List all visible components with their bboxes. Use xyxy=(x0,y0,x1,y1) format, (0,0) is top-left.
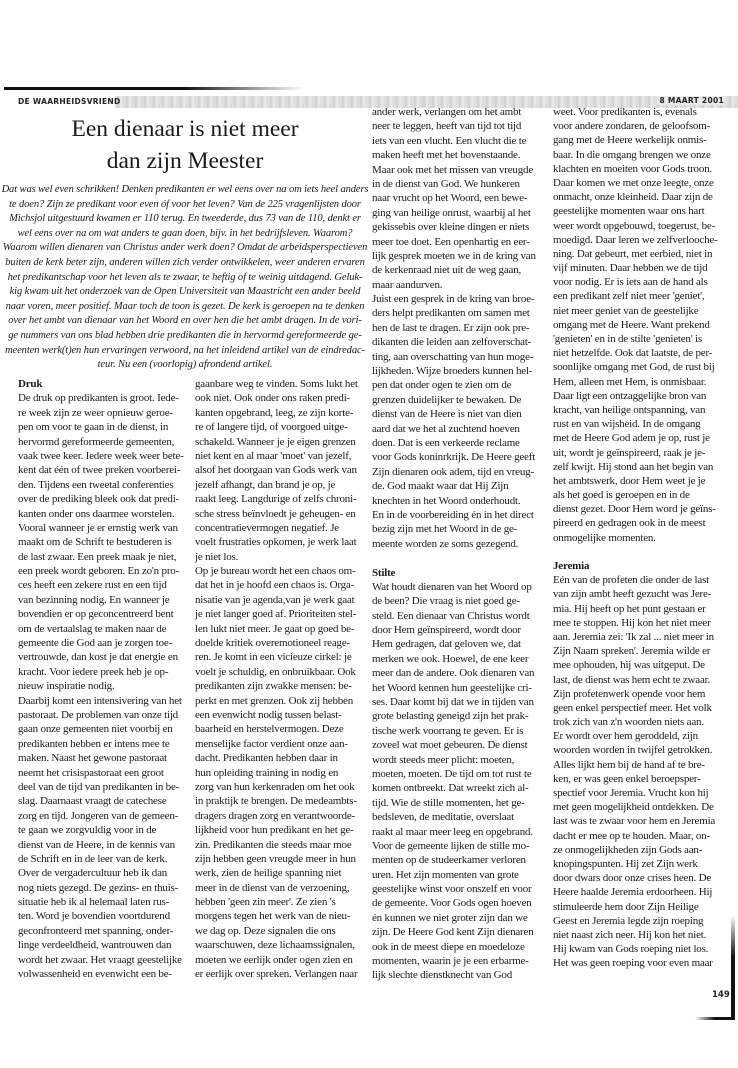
text-line: sche stress beïnvloedt je geheugen- en xyxy=(195,507,356,520)
section-heading: Druk xyxy=(18,378,43,390)
text-line: niet meer geniet van de geestelijke xyxy=(553,304,699,317)
text-line: grenzen duidelijker te bewaken. De xyxy=(372,393,522,406)
text-line: voor andere zondaren, de geloofsom- xyxy=(553,120,711,133)
text-line: dacht. Predikanten hebben daar in xyxy=(195,752,338,765)
text-line: Vooral wanneer je er ernstig werk van xyxy=(18,521,178,534)
text-line: knopingspunten. Hij zet Zijn werk xyxy=(553,857,698,870)
text-line: kracht, van heilige ontspanning, van xyxy=(553,403,706,416)
text-line: Zijn dienaren ook adem, tijd en vreug- xyxy=(372,465,534,478)
text-line: ook niet. Ook onder ons raken predi- xyxy=(195,392,351,405)
text-line: in de dienst van God. We hunkeren xyxy=(372,177,520,190)
text-line: baarheid en herstelvermogen. Deze xyxy=(195,723,344,736)
text-line: maken heeft met het bovenstaande. xyxy=(372,149,521,162)
text-line: Heere haalde Jeremia erdoorheen. Hij xyxy=(553,886,713,899)
text-line: re of langere tijd, of voorgoed uitge- xyxy=(195,421,348,434)
text-line: weer wordt opgebouwd, toegerust, be- xyxy=(553,219,716,232)
text-line: het Woord kennen hun geestelijke cri- xyxy=(372,681,532,694)
text-line: geconfronteerd met spanning, onder- xyxy=(18,924,174,937)
intro-line: naar voren, meer positief. Maar toch de toon is gezet. De kerk is geroepen na te denken xyxy=(5,300,365,312)
text-line: door dwars door onze crises heen. De xyxy=(553,872,712,885)
text-line: Wat houdt dienaren van het Woord op xyxy=(372,580,532,593)
text-line: moeten we eerlijk onder ogen zien en xyxy=(195,953,353,966)
text-line: Zijn profetenwerk opende voor hem xyxy=(553,687,706,700)
column-2 xyxy=(195,377,375,981)
text-line: van zijn ambt heeft gezucht was Jere- xyxy=(553,588,712,601)
column-3 xyxy=(372,105,552,983)
text-line: doen. Dat is een verkeerde reclame xyxy=(372,436,520,449)
text-line: Er wordt over hem geroddeld, zijn xyxy=(553,730,698,743)
text-line: komen ontbreekt. Dat wreekt zich al- xyxy=(372,782,529,795)
text-line: naar vrucht op het Woord, een bewe- xyxy=(372,192,528,205)
text-line: niet kent en al maar 'moet' van jezelf, xyxy=(195,449,352,462)
text-line: Hem gedragen, dat geloven we, dat xyxy=(372,638,521,651)
text-line: hun opleiding training in nodig en xyxy=(195,766,339,779)
text-line: waarschuwen, deze lichaamssignalen, xyxy=(195,939,355,952)
text-line: een evenwicht nodig tussen belast- xyxy=(195,708,342,721)
text-line: zelf kwijt. Hij stond aan het begin van xyxy=(553,460,714,473)
text-line: werk, zien de heilige spanning niet xyxy=(195,867,342,880)
text-line: nisatie van je agenda,van je werk gaat xyxy=(195,593,355,606)
text-line: mia. Hij heeft op het punt gestaan er xyxy=(553,602,706,615)
text-line: ten. Word je bovendien voortdurend xyxy=(18,910,170,923)
text-line: een preek wordt geboren. En zo'n pro- xyxy=(18,565,180,578)
article-intro xyxy=(0,183,370,373)
text-line: ken, er was geen enkel beroepsper- xyxy=(553,772,701,785)
text-line: Hij kwam van Gods roeping niet los. xyxy=(553,943,709,956)
intro-line: wel eens over na om wat anders te gaan doen, bijv. in het bedrijfsleven. Waarom? xyxy=(17,227,353,239)
issue-date: 8 MAART 2001 xyxy=(659,96,724,105)
text-line: neemt het crisispastoraat een groot xyxy=(18,766,164,779)
text-line: linge verdeeldheid, wantrouwen dan xyxy=(18,939,172,952)
text-line: last, de dienst was hem echt te zwaar. xyxy=(553,673,711,686)
text-line: slag. Daarnaast vraagt de catechese xyxy=(18,795,167,808)
text-line: Daarbij komt een intensivering van het xyxy=(18,694,182,707)
intro-line: Dat was wel even schrikken! Denken predikanten er wel eens over na om iets heel anders xyxy=(1,184,369,195)
text-line: nog niets gezegd. De gezins- en thuis- xyxy=(18,881,179,894)
text-line: neer te leggen, heeft van tijd tot tijd xyxy=(372,120,522,133)
text-line: gang met de Heere werkelijk onmis- xyxy=(553,134,707,147)
text-line: pen om voor te gaan in de dienst, in xyxy=(18,421,169,434)
page-corner-mark xyxy=(695,1017,735,1020)
text-line: Daar komen we met onze leegte, onze xyxy=(553,176,714,189)
text-line: meente worden ze soms gezegend. xyxy=(372,537,519,550)
text-line: dat het in je hoofd een chaos is. Orga- xyxy=(195,579,355,592)
text-line: uren. Het zijn momenten van grote xyxy=(372,868,519,881)
text-line: door Hem geïnspireerd, wordt door xyxy=(372,624,521,637)
text-line: En in de voorbereiding én in het direct xyxy=(372,508,534,521)
text-line: menten op de studeerkamer verloren xyxy=(372,854,526,867)
text-line: zijn hebben geen vreugde meer in hun xyxy=(195,852,356,865)
text-line: kanten opgebrand, leeg, ze zijn korte- xyxy=(195,406,354,419)
text-line: meer in de dienst van de verzoening, xyxy=(195,881,350,894)
text-line: trok zich van z'n woorden niets aan. xyxy=(553,716,704,729)
text-line: we dag op. Deze signalen die ons xyxy=(195,924,336,937)
text-line: vertrouwde, dan kost je dat energie en xyxy=(18,651,178,664)
text-line: concentratievermogen negatief. Je xyxy=(195,521,339,534)
title-line: dan zijn Meester xyxy=(106,148,264,174)
text-line: ging van heilige onrust, waarbij al het xyxy=(372,206,531,219)
text-line: predikanten hebben er intens mee te xyxy=(18,737,170,750)
text-line: tijd. Wie de stille momenten, het ge- xyxy=(372,796,525,809)
text-line: spectief voor Jeremia. Vrucht kon hij xyxy=(553,787,709,799)
text-line: Daar ligt een ontzaggelijke bron van xyxy=(553,389,707,402)
text-line: mee ophouden, hij was uitgeput. De xyxy=(553,659,705,672)
text-line: moedigd. Daar leren we zelfverlooche- xyxy=(553,233,718,246)
text-line: zorg van hun kerkenraden om het ook xyxy=(195,780,355,793)
text-line: knechten in het Woord onderhoudt. xyxy=(372,494,521,507)
intro-line: ge nummers van ons blad hebben drie predikanten die in hervormd gereformeerde ge- xyxy=(8,329,362,341)
text-line: maakt om de Schrift te bestuderen is xyxy=(18,536,172,549)
text-line: rust en van wijsheid. In de omgang xyxy=(553,418,701,431)
text-line: ook in de meest diepe en moedeloze xyxy=(372,940,525,953)
section-heading: Stilte xyxy=(372,566,396,579)
text-line: pen dat onder ogen te zien om de xyxy=(372,379,512,392)
text-line: aan. Jeremia zei: 'Ik zal ... niet meer in xyxy=(553,630,714,643)
text-line: ders helpt predikanten om samen met xyxy=(372,307,530,320)
text-line: ze onmogelijkheden zijn Gods aan- xyxy=(553,843,703,856)
text-line: raakt leeg. Langdurige of zelfs chroni- xyxy=(195,493,357,506)
text-line: maar aandurven. xyxy=(372,278,443,291)
text-line: zoveel wat moet gebeuren. De dienst xyxy=(372,739,528,752)
text-line: moeten, moeten. De tijd om tot rust te xyxy=(372,767,532,780)
text-line: nieuw inspiratie nodig. xyxy=(18,680,115,693)
text-line: hen de last te dragen. Er zijn ook pre- xyxy=(372,321,530,334)
text-line: geestelijke winst voor onszelf en voor xyxy=(372,883,532,896)
article-title xyxy=(0,113,370,177)
intro-line: meenten werk(t)en hun ervaringen verwoord, na het inleidend artikel van de eindredac- xyxy=(5,344,365,356)
text-line: bedsleven, de meditatie, overslaat xyxy=(372,811,514,824)
text-line: dikanten die leiden aan zelfoverschat- xyxy=(372,336,532,349)
page-number: 149 xyxy=(712,990,730,1000)
text-line: over de prediking bleek ook dat predi- xyxy=(18,493,180,506)
text-line: kent dat één of twee preken voorberei- xyxy=(18,464,181,477)
intro-line: het predikantschap voor het leven als te zwaar, te heftig of te weinig uitdagend. Geluk- xyxy=(7,271,363,283)
text-line: hebben 'geen zin meer'. Ze zien 's xyxy=(195,896,336,909)
text-line: predikanten zijn zwakke mensen: be- xyxy=(195,680,352,693)
text-line: dragers dragen zorg en verantwoorde- xyxy=(195,809,355,822)
text-line: geen enkel perspectief meer. Het volk xyxy=(553,701,712,714)
text-line: maken. Naast het gewone pastoraat xyxy=(18,752,167,765)
text-line: zorg en tijd. Jongeren van de gemeen- xyxy=(18,809,179,822)
text-line xyxy=(372,551,552,565)
column-4 xyxy=(553,105,733,970)
text-line: raakt al maar meer leeg en opgebrand. xyxy=(372,825,533,838)
text-line: het ambtswerk, door Hem weet je je xyxy=(553,474,706,487)
text-line: je niet los. xyxy=(195,550,239,563)
text-line: Zijn Naam spreken'. Jeremia wilde er xyxy=(553,645,711,658)
intro-line: teur. Nu een (voorlopig) afrondend artikel. xyxy=(97,359,273,371)
text-line: dienst gezet. Door Hem word je geïns- xyxy=(553,503,716,516)
section-heading: Jeremia xyxy=(553,560,590,572)
text-line: bovendien er op geconcentreerd bent xyxy=(18,608,174,621)
text-line: hervormd gereformeerde gemeenten, xyxy=(18,435,175,448)
intro-line: Michsjol uitgestuurd kwamen er 110 terug. En tweederde, dus 73 van de 110, denkt er xyxy=(9,213,361,225)
intro-line: Waarom willen dienaren van Christus ander werk doen? Omdat de arbeidsperspectieven xyxy=(2,242,368,254)
intro-line: over het ambt van dienaar van het Woord en over hen die het ambt dragen. In de vori- xyxy=(8,315,362,327)
text-line: tische werk voorrang te geven. Er is xyxy=(372,724,524,737)
text-line: zijn. De Heere God kent Zijn dienaren xyxy=(372,926,534,939)
page-corner-mark xyxy=(731,915,735,1020)
text-line: merken we ook. Hoewel, de ene keer xyxy=(372,652,529,665)
text-line: Maar ook met het missen van vreugde xyxy=(372,163,534,176)
column-1 xyxy=(18,377,198,981)
text-line: lijk slechte dienstknecht van God xyxy=(372,969,513,982)
text-line: Hem, alleen met Hem, is onmisbaar. xyxy=(553,375,707,388)
intro-line: buiten de kerk beter zijn, anderen willen zich verder ontwikkelen, weer anderen ervaren xyxy=(5,256,365,268)
text-line: uit, wordt je geïnspireerd, raak je je- xyxy=(553,446,706,459)
text-line: Het was geen roeping voor even maar xyxy=(553,957,713,970)
text-line: schakeld. Wanneer je je eigen grenzen xyxy=(195,435,356,448)
intro-line: te doen? Zijn ze predikant voor even óf voor het leven? Van de 225 vragenlijsten door xyxy=(9,198,361,210)
title-line: Een dienaar is niet meer xyxy=(71,116,299,142)
text-line: len lukt niet meer. Je gaat op goed be- xyxy=(195,622,355,635)
intro-line: kig kwam uit het onderzoek van de Open Universiteit van Maastricht een ander beeld xyxy=(9,286,361,298)
text-line: aard dat we het al zuchtend hoeven xyxy=(372,422,520,435)
text-line: de last zwaar. Een preek maak je niet, xyxy=(18,550,177,563)
text-line: grote belasting geneigd zijn het prak- xyxy=(372,710,529,723)
text-line: onmacht, onze kleinheid. Daar zijn de xyxy=(553,191,713,204)
text-line: onmogelijke momenten. xyxy=(553,531,656,544)
text-line: gemeente die God aan je zorgen toe- xyxy=(18,637,173,650)
text-line: gaanbare weg te vinden. Soms lukt het xyxy=(195,378,358,390)
text-line: ces heeft een zekere rust en een tijd xyxy=(18,579,167,592)
text-line: Geest en Jeremia legde zijn roeping xyxy=(553,914,704,927)
text-line: doelde kritiek overemotioneel reage- xyxy=(195,637,350,650)
text-line: dienst van de Heere, in de kennis van xyxy=(18,838,175,851)
text-line: dienst van de Heere is niet van dien xyxy=(372,408,522,421)
text-line: én kunnen we niet groter zijn dan we xyxy=(372,911,528,924)
text-line: vaak twee keer. Iedere week weer bete- xyxy=(18,449,184,462)
text-line: Juist een gesprek in de kring van broe- xyxy=(372,293,535,306)
text-line: den. Tijdens een tweetal conferenties xyxy=(18,478,174,491)
text-line: kracht. Voor iedere preek heb je op- xyxy=(18,665,169,678)
text-line: ander werk, verlangen om het ambt xyxy=(372,106,522,118)
text-line: gaan onze gemeenten niet voorbij en xyxy=(18,723,173,736)
text-line: een predikant zelf niet meer 'geniet', xyxy=(553,290,705,303)
text-line: bezig zijn met het Woord in de ge- xyxy=(372,523,518,536)
text-line: voelt frustraties opkomen, je werk laat xyxy=(195,536,357,549)
text-line: de kerkenraad niet uit de weg gaan, xyxy=(372,264,522,277)
text-line xyxy=(553,545,733,559)
text-line: ses. Daar komt bij dat we in tijden van xyxy=(372,696,534,709)
text-line: re week zijn ze weer opnieuw geroe- xyxy=(18,406,173,419)
text-line: lijkheden. Wijze broeders kunnen hel- xyxy=(372,365,533,378)
text-line: vijf minuten. Daar hebben we de tijd xyxy=(553,262,708,275)
text-line: wordt steeds meer plicht: moeten, xyxy=(372,753,515,766)
text-line: de been? Die vraag is niet goed ge- xyxy=(372,595,520,608)
text-line: voor Gods koninrkrijk. De Heere geeft xyxy=(372,451,536,464)
text-line: Voor de gemeente lijken de stille mo- xyxy=(372,839,530,852)
text-line: morgens tegen het werk van de nieu- xyxy=(195,910,351,923)
text-line: voelt je schuldig, en onbruikbaar. Ook xyxy=(195,665,356,678)
text-line: als het goed is geroepen en in de xyxy=(553,489,690,502)
text-line: voor nodig. Er is iets aan de hand als xyxy=(553,276,708,289)
text-line: klachten en moeiten voor Gods troon. xyxy=(553,162,712,175)
text-line: De druk op predikanten is groot. Iede- xyxy=(18,392,179,405)
text-line: meer toe doet. Een openhartig en eer- xyxy=(372,235,530,248)
text-line: ning. Dat gebeurt, met eerbied, niet in xyxy=(553,247,713,260)
text-line: Op je bureau wordt het een chaos om- xyxy=(195,565,356,578)
text-line: situatie heb ik al helemaal laten rus- xyxy=(18,896,170,909)
text-line: gekissebis over kleine dingen er niets xyxy=(372,221,530,234)
text-line: mee te stoppen. Hij kon het niet meer xyxy=(553,616,711,629)
text-line: pireerd en gedragen ook in de meest xyxy=(553,517,706,530)
text-line: stimuleerde hem door Zijn Heilige xyxy=(553,900,699,913)
text-line: alsof het doorgaan van Gods werk van xyxy=(195,464,357,477)
text-line: wordt het zwaar. Het vraagt geestelijke xyxy=(18,953,182,966)
text-line: weet. Voor predikanten is, evenals xyxy=(553,106,697,118)
text-line: baar. In die omgang brengen we onze xyxy=(553,148,711,161)
text-line: geestelijke momenten waar ons hart xyxy=(553,205,705,218)
text-line: met de Heere God adem je op, rust je xyxy=(553,432,710,445)
text-line: omgang met de Heere. Want prekend xyxy=(553,318,710,331)
text-line: lijk gesprek moeten we in de kring van xyxy=(372,249,536,262)
text-line: lijkheid voor hun predikant en het ge- xyxy=(195,824,354,837)
text-line: ren. Je komt in een vicieuze cirkel: je xyxy=(195,651,352,664)
text-line: deel van de tijd van predikanten in be- xyxy=(18,780,180,793)
text-line: jezelf afhangt, dan brand je op, je xyxy=(195,478,336,491)
text-line: er eerlijk over spreken. Verlangen naar xyxy=(195,968,358,981)
publication-name: DE WAARHEIDSVRIEND xyxy=(18,97,121,106)
text-line: volwassenheid en evenwicht een be- xyxy=(18,968,172,981)
text-line: momenten, waarin je je een erbarme- xyxy=(372,955,529,968)
text-line: meer dan de andere. Ook dienaren van xyxy=(372,667,535,680)
text-line: in praktijk te brengen. De medeambts- xyxy=(195,795,357,808)
text-line: kanten onder ons daarmee worstelen. xyxy=(18,507,175,520)
text-line: te gaan we zorgvuldig voor in de xyxy=(18,824,157,837)
text-line: niet naast zich neer. Hij kon het niet. xyxy=(553,928,707,941)
text-line: Alles lijkt hem bij de hand af te bre- xyxy=(553,758,705,771)
text-line: soonlijke omgang met God, de rust bij xyxy=(553,361,715,374)
header-rule xyxy=(4,87,304,90)
text-line: met geen mogelijkheid ontdekken. De xyxy=(553,801,714,814)
text-line: je niet langer goed af. Prioriteiten stel- xyxy=(195,608,357,621)
text-line: de gemeente. Voor Gods ogen hoeven xyxy=(372,897,532,910)
text-line: perkt en met grenzen. Ook zij hebben xyxy=(195,694,354,707)
text-line: pastoraat. De problemen van onze tijd xyxy=(18,708,178,721)
text-line: dacht er mee op te houden. Maar, on- xyxy=(553,829,710,842)
text-line: steld. Een dienaar van Christus wordt xyxy=(372,609,530,622)
text-line: Eén van de profeten die onder de last xyxy=(553,574,710,587)
text-line: Over de vergadercultuur heb ik dan xyxy=(18,867,168,880)
text-line: menselijke factor verdient onze aan- xyxy=(195,737,348,750)
text-line: ting, aan overschatting van hun moge- xyxy=(372,350,534,363)
text-line: de Schrift en in de leer van de kerk. xyxy=(18,852,168,865)
text-line: woorden worden in twijfel getrokken. xyxy=(553,744,713,757)
text-line: iets van een vlucht. Een vlucht die te xyxy=(372,134,527,147)
text-line: de. God maakt waar dat Hij Zijn xyxy=(372,480,509,493)
text-line: om de vertaalslag te maken naar de xyxy=(18,622,167,635)
text-line: zin. Predikanten die steeds maar moe xyxy=(195,838,352,851)
text-line: last was te zwaar voor hem en Jeremia xyxy=(553,815,716,828)
text-line: van bezinning nodig. En wanneer je xyxy=(18,593,170,606)
text-line: 'genieten' en in de stilte 'genieten' is xyxy=(553,333,702,345)
text-line: niet hetzelfde. Ook dat laatste, de per- xyxy=(553,347,713,360)
